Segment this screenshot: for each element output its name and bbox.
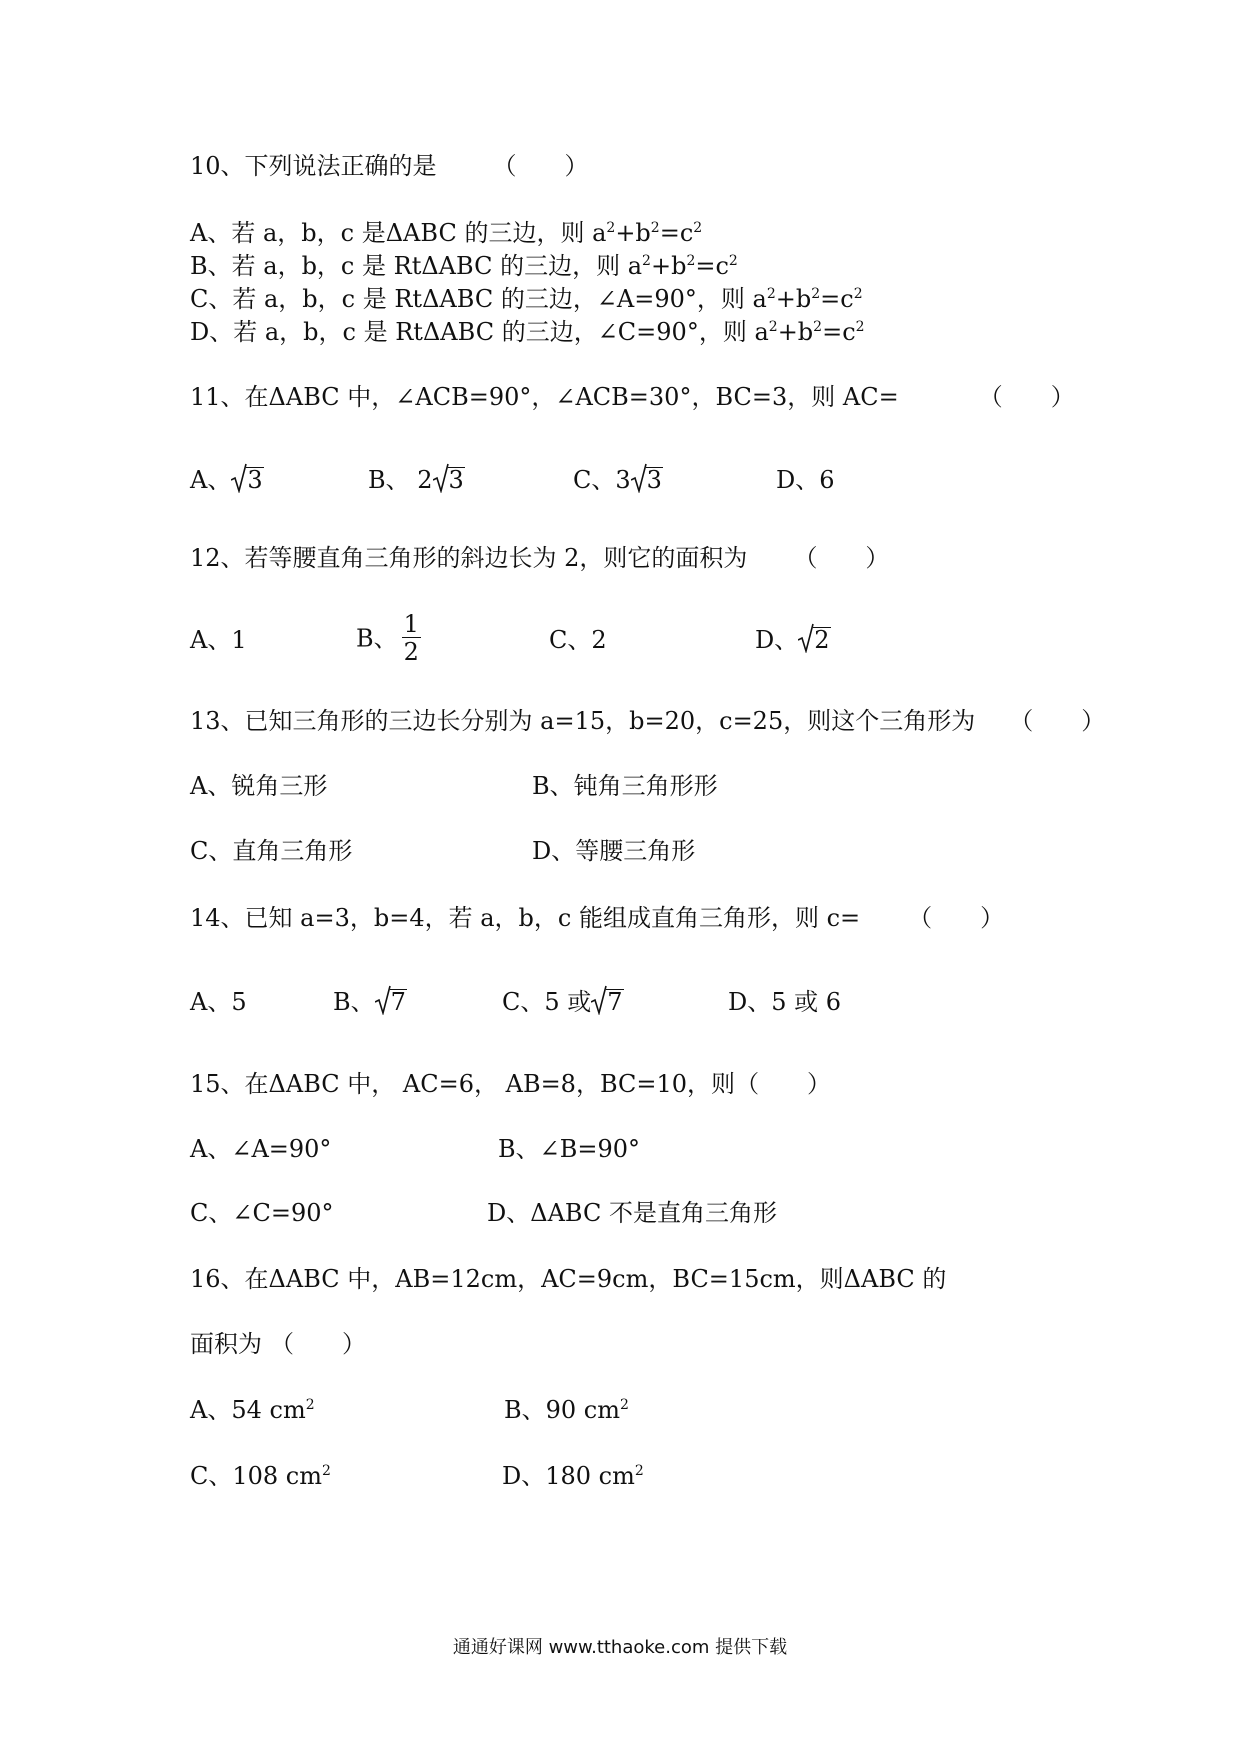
- q16-option-c: C、108 $cm^2$: [190, 1462, 331, 1490]
- fraction: $\frac{1}{2}$: [403, 610, 419, 666]
- q12-option-a: A、1: [190, 626, 247, 654]
- q16-option-a: A、54 $cm^2$: [190, 1396, 315, 1424]
- question-10-stem: 10、下列说法正确的是 （ ）: [190, 152, 589, 180]
- q14-option-c: C、5 或 7: [502, 988, 623, 1016]
- q12-option-d: D、 2: [755, 626, 830, 654]
- q14-option-a: A、5: [190, 988, 247, 1016]
- q12-option-b: B、 $\frac{1}{2}$: [356, 610, 419, 666]
- sqrt-expression: 2: [798, 625, 830, 655]
- q10-option-b: B、若 a，b，c 是 RtΔABC 的三边，则 $a^2+b^2=c^2$: [190, 252, 738, 280]
- q15-option-a: A、∠A=90°: [190, 1135, 332, 1163]
- q15-option-b: B、∠B=90°: [498, 1135, 641, 1163]
- answer-paren: （ ）: [735, 1070, 832, 1098]
- answer-paren: （ ）: [492, 152, 589, 180]
- q11-option-c: C、3 3: [573, 466, 662, 494]
- q10-option-c: C、若 a，b，c 是 RtΔABC 的三边，∠A=90°，则 $a^2+b^2=c^2$: [190, 285, 863, 313]
- answer-paren: （ ）: [1009, 707, 1106, 735]
- sqrt-expression: 3: [231, 465, 263, 495]
- q11-option-b: B、 2 3: [368, 466, 464, 494]
- question-13-stem: 13、已知三角形的三边长分别为 a=15，b=20，c=25，则这个三角形为 （ ）: [190, 707, 1106, 735]
- question-14-stem: 14、已知 a=3，b=4，若 a，b，c 能组成直角三角形，则 c= （ ）: [190, 904, 1005, 932]
- question-11-stem: 11、在ΔABC 中，∠ACB=90°，∠ACB=30°，BC=3，则 AC= （ ）: [190, 383, 1075, 411]
- answer-paren: （ ）: [908, 904, 1005, 932]
- q13-option-a: A、锐角三形: [190, 772, 328, 800]
- sqrt-expression: 7: [375, 987, 407, 1017]
- answer-paren: （ ）: [793, 544, 890, 572]
- q11-option-d: D、6: [776, 466, 835, 494]
- q10-option-a: A、若 a，b，c 是ΔABC 的三边，则 $a^2+b^2=c^2$: [190, 219, 703, 247]
- q16-option-b: B、90 $cm^2$: [504, 1396, 629, 1424]
- question-15-stem: 15、在ΔABC 中， AC=6， AB=8，BC=10，则（ ）: [190, 1070, 832, 1098]
- q16-option-d: D、180 $cm^2$: [502, 1462, 644, 1490]
- question-16-stem-cont: 面积为 （ ）: [190, 1330, 366, 1358]
- q14-option-d: D、5 或 6: [728, 988, 842, 1016]
- q10-option-d: D、若 a，b，c 是 RtΔABC 的三边，∠C=90°，则 $a^2+b^2=c^2$: [190, 318, 865, 346]
- question-12-stem: 12、若等腰直角三角形的斜边长为 2，则它的面积为 （ ）: [190, 544, 890, 572]
- q14-option-b: B、 7: [333, 988, 406, 1016]
- answer-paren: （ ）: [978, 383, 1075, 411]
- q12-option-c: C、2: [549, 626, 607, 654]
- q13-option-c: C、直角三角形: [190, 837, 353, 865]
- page-footer: 通通好课网 www.tthaoke.com 提供下载: [452, 1637, 788, 1658]
- q15-option-d: D、ΔABC 不是直角三角形: [487, 1199, 777, 1227]
- sqrt-expression: 3: [433, 465, 465, 495]
- sqrt-expression: 7: [591, 987, 623, 1017]
- q13-option-d: D、等腰三角形: [532, 837, 696, 865]
- q13-option-b: B、钝角三角形形: [532, 772, 718, 800]
- question-16-stem: 16、在ΔABC 中，AB=12cm，AC=9cm，BC=15cm，则ΔABC 的: [190, 1265, 947, 1293]
- sqrt-expression: 3: [631, 465, 663, 495]
- q15-option-c: C、∠C=90°: [190, 1199, 334, 1227]
- answer-paren: （ ）: [270, 1330, 366, 1358]
- q11-option-a: A、 3: [190, 466, 263, 494]
